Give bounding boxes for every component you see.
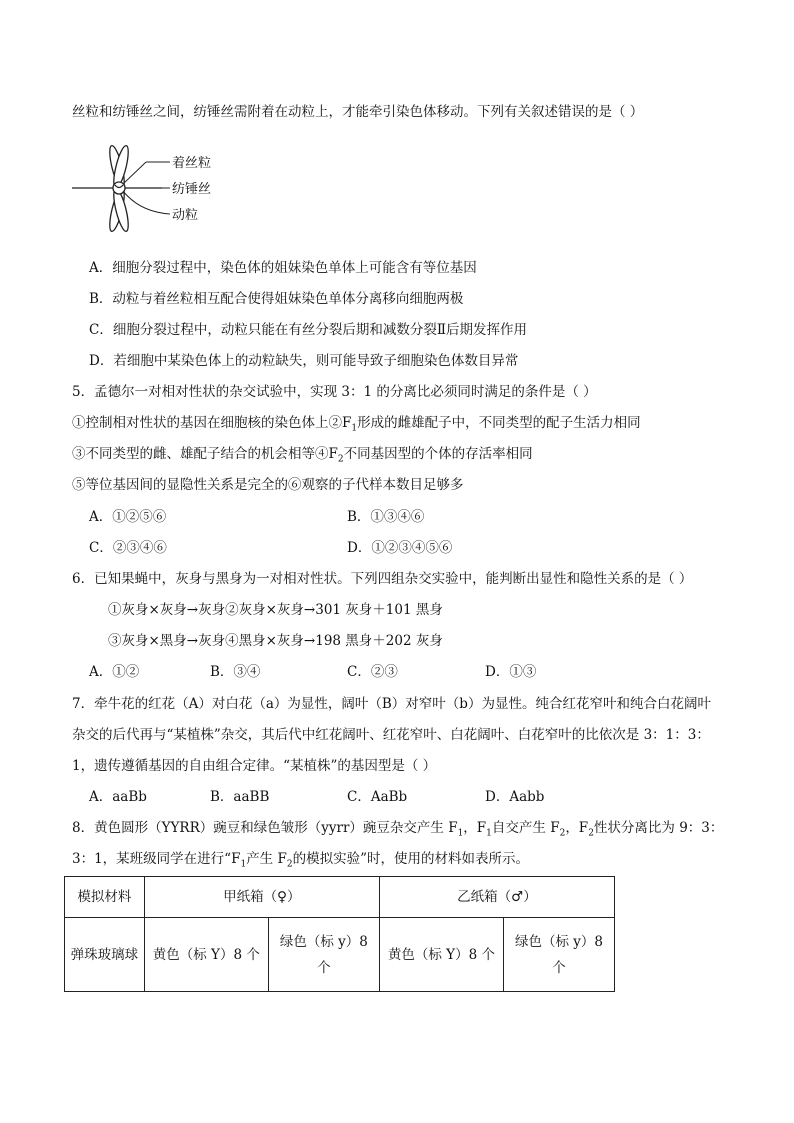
table-cell-b-green: 绿色（标 y）8 个 (503, 918, 614, 992)
q6-cross-line-2: ③灰身×黑身→灰身④黑身×灰身→198 黑身＋202 灰身 (108, 633, 443, 649)
q6-option-a: A．①② (89, 664, 140, 680)
q6-stem: 6．已知果蝇中，灰身与黑身为一对相对性状。下列四组杂交实验中，能判断出显性和隐性关系的是（ ） (72, 571, 693, 587)
table-row (65, 918, 615, 992)
table-header-box-b: 乙纸箱（♂） (379, 877, 614, 918)
q4-option-a: A．细胞分裂过程中，染色体的姐妹染色单体上可能含有等位基因 (89, 260, 477, 276)
q6-option-d: D．①③ (485, 664, 537, 680)
q6-cross-line-1: ①灰身×灰身→灰身②灰身×灰身→301 灰身＋101 黑身 (108, 602, 443, 618)
q8-stem-line-2: 3：1，某班级同学在进行“$F_1$产生 $F_2$的模拟实验”时，使用的材料如表所示。 (72, 851, 529, 870)
q5-option-d: D．①②③④⑤⑥ (347, 540, 453, 556)
table-cell-a-yellow: 黄色（标 Y）8 个 (144, 918, 268, 992)
q5-condition-line-3: ⑤等位基因间的显隐性关系是完全的⑥观察的子代样本数目足够多 (72, 477, 464, 493)
q7-option-c: C．AaBb (347, 789, 408, 805)
table-header-material: 模拟材料 (65, 877, 145, 918)
q6-option-b: B．③④ (210, 664, 261, 680)
q5-stem: 5．孟德尔一对相对性状的杂交试验中，实现 3：1 的分离比必须同时满足的条件是（ ） (72, 384, 597, 400)
q5-option-c: C．②③④⑥ (89, 540, 167, 556)
table-header-box-a: 甲纸箱（♀） (144, 877, 379, 918)
q8-stem-line-1: 8．黄色圆形（YYRR）豌豆和绿色皱形（yyrr）豌豆杂交产生 $F_1$，$F_1$自交产生 $F_2$，$F_2$性状分离比为 9：3： (72, 820, 724, 839)
q7-option-a: A．aaBb (89, 789, 147, 805)
q5-condition-line-1: ①控制相对性状的基因在细胞核的染色体上$②F_1$形成的雌雄配子中，不同类型的配子生活力相同 (72, 415, 641, 434)
table-cell-material: 弹珠玻璃球 (65, 918, 145, 992)
q4-option-b: B．动粒与着丝粒相互配合使得姐妹染色单体分离移向细胞两极 (89, 291, 464, 307)
q5-option-b: B．①③④⑥ (347, 509, 425, 525)
table-cell-a-green: 绿色（标 y）8 个 (268, 918, 379, 992)
q6-option-c: C．②③ (347, 664, 398, 680)
question-4-stem-tail: 丝粒和纺锤丝之间，纺锤丝需附着在动粒上，才能牵引染色体移动。下列有关叙述错误的是（ ） (72, 104, 644, 120)
q7-option-b: B．aaBB (210, 789, 270, 805)
q7-stem-line-1: 7．牵牛花的红花（A）对白花（a）为显性，阔叶（B）对窄叶（b）为显性。纯合红花窄叶和纯合白花阔叶 (72, 696, 711, 712)
q5-option-a: A．①②⑤⑥ (89, 509, 167, 525)
simulation-materials-table (64, 876, 615, 992)
table-cell-b-yellow: 黄色（标 Y）8 个 (379, 918, 503, 992)
q5-condition-line-2: ③不同类型的雌、雄配子结合的机会相等$④F_2$不同基因型的个体的存活率相同 (72, 446, 533, 465)
diagram-label-centromere: 着丝粒 (172, 156, 212, 171)
diagram-label-kinetochore: 动粒 (172, 208, 199, 223)
q4-option-d: D．若细胞中某染色体上的动粒缺失，则可能导致子细胞染色体数目异常 (89, 353, 519, 369)
chromosome-kinetochore-diagram (70, 142, 250, 242)
table-header-row (65, 877, 615, 918)
q7-option-d: D．Aabb (485, 789, 545, 805)
q7-stem-line-2: 杂交的后代再与“某植株”杂交，其后代中红花阔叶、红花窄叶、白花阔叶、白花窄叶的比依次是 3：1：3： (72, 727, 710, 743)
q7-stem-line-3: 1，遗传遵循基因的自由组合定律。“某植株”的基因型是（ ） (72, 758, 437, 774)
diagram-label-spindle: 纺锤丝 (172, 182, 212, 197)
q4-option-c: C．细胞分裂过程中，动粒只能在有丝分裂后期和减数分裂Ⅱ后期发挥作用 (89, 322, 528, 338)
